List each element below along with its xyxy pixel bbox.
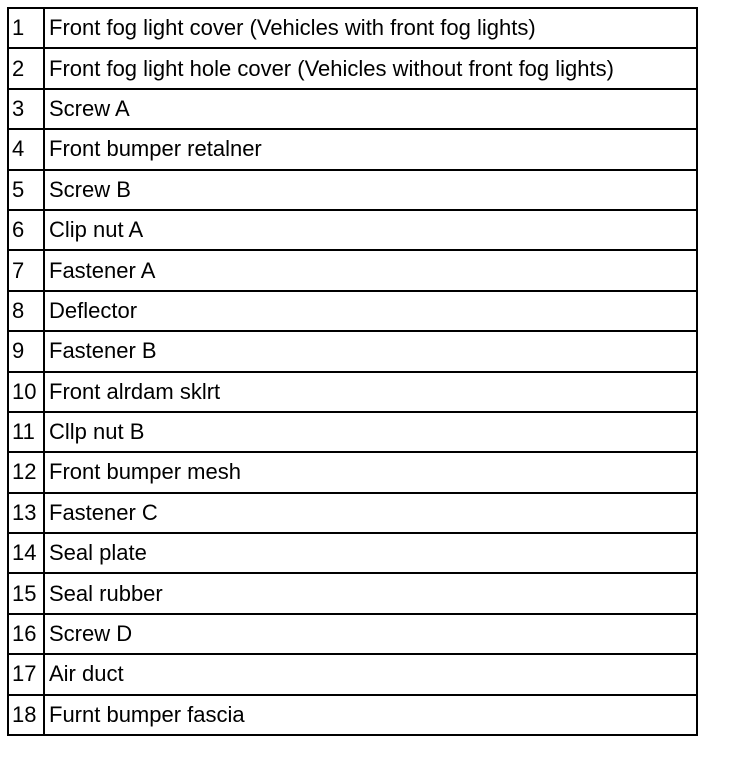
part-number: 10 — [8, 372, 44, 412]
table-row — [8, 533, 697, 573]
part-number: 11 — [8, 412, 44, 452]
table-row — [8, 291, 697, 331]
part-number: 15 — [8, 573, 44, 613]
table-row — [8, 170, 697, 210]
part-number: 18 — [8, 695, 44, 735]
table-row — [8, 48, 697, 88]
part-name: Screw B — [44, 170, 697, 210]
table-row — [8, 210, 697, 250]
table-row — [8, 331, 697, 371]
part-number: 14 — [8, 533, 44, 573]
part-number: 4 — [8, 129, 44, 169]
part-number: 5 — [8, 170, 44, 210]
part-name: Front alrdam sklrt — [44, 372, 697, 412]
table-row — [8, 452, 697, 492]
table-row — [8, 614, 697, 654]
part-name: Seal plate — [44, 533, 697, 573]
part-name: Fastener C — [44, 493, 697, 533]
part-name: Clip nut A — [44, 210, 697, 250]
part-number: 12 — [8, 452, 44, 492]
part-name: Fastener A — [44, 250, 697, 290]
part-name: Deflector — [44, 291, 697, 331]
table-row — [8, 654, 697, 694]
part-name: Fastener B — [44, 331, 697, 371]
part-number: 3 — [8, 89, 44, 129]
part-name: Air duct — [44, 654, 697, 694]
part-name: Furnt bumper fascia — [44, 695, 697, 735]
part-name: Front fog light hole cover (Vehicles without front fog lights) — [44, 48, 697, 88]
part-number: 16 — [8, 614, 44, 654]
table-row — [8, 250, 697, 290]
part-name: Front fog light cover (Vehicles with front fog lights) — [44, 8, 697, 48]
part-number: 17 — [8, 654, 44, 694]
part-name: Screw A — [44, 89, 697, 129]
parts-table-body — [8, 8, 697, 735]
table-row — [8, 695, 697, 735]
table-row — [8, 372, 697, 412]
parts-table — [7, 7, 698, 736]
table-row — [8, 89, 697, 129]
part-number: 9 — [8, 331, 44, 371]
part-number: 2 — [8, 48, 44, 88]
part-name: Front bumper mesh — [44, 452, 697, 492]
table-row — [8, 573, 697, 613]
part-name: Screw D — [44, 614, 697, 654]
part-number: 8 — [8, 291, 44, 331]
table-row — [8, 493, 697, 533]
part-number: 6 — [8, 210, 44, 250]
part-number: 1 — [8, 8, 44, 48]
part-name: Seal rubber — [44, 573, 697, 613]
part-name: Front bumper retalner — [44, 129, 697, 169]
table-row — [8, 129, 697, 169]
table-row — [8, 8, 697, 48]
part-number: 7 — [8, 250, 44, 290]
part-number: 13 — [8, 493, 44, 533]
part-name: Cllp nut B — [44, 412, 697, 452]
table-row — [8, 412, 697, 452]
